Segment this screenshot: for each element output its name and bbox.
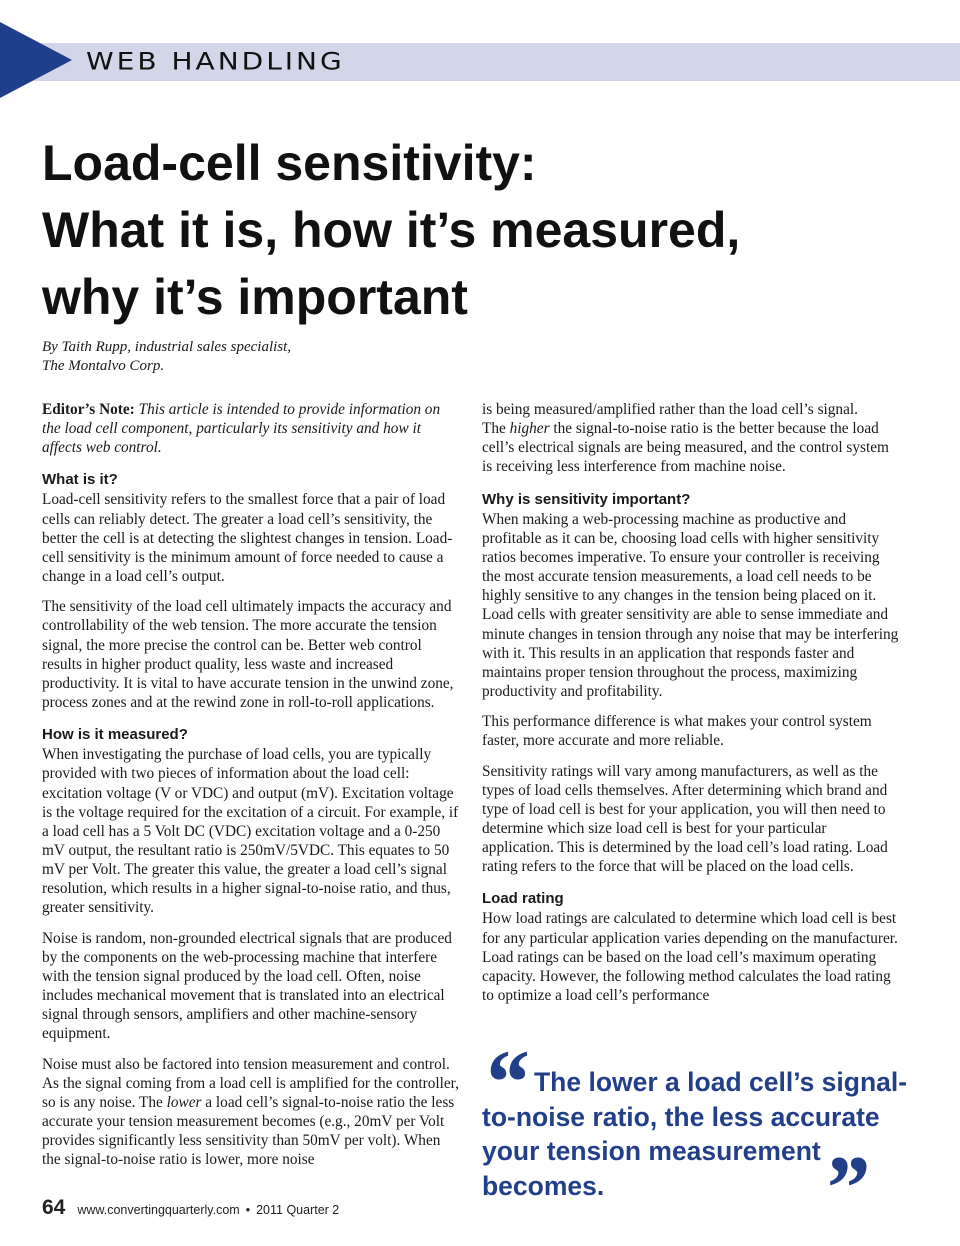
higher-text-a: The bbox=[482, 420, 510, 438]
noise-text-b: a load cell’s signal-to-noise ratio the less accurate your tension measurement becomes (e.g., 20mV per Volt provides significantly less sensitivity than 50mV per volt). When the signal-to-noise ratio is lower, more noise bbox=[42, 1093, 455, 1169]
heading-how-measured: How is it measured? bbox=[42, 726, 188, 744]
title-line-2: What it is, how it’s measured, bbox=[42, 202, 741, 258]
higher-text-emphasis: higher bbox=[509, 420, 550, 438]
heading-what-is-it: What is it? bbox=[42, 471, 118, 489]
footer-separator: • bbox=[245, 1203, 251, 1217]
paragraph-sensitivity-ratings: Sensitivity ratings will vary among manufacturers, as well as the types of load cells themselves. After determining which brand and type of load cell is best for your application, you will then need to determine which size load cell is best for your particular application. This is determined by the load cell’s load rating. Load rating refers to the force that will be placed on the load cells. bbox=[482, 762, 888, 876]
open-quote-icon: “ bbox=[482, 1031, 528, 1133]
editor-note-text: This article is intended to provide information on the load cell component, particularly its sensitivity and how it affects web control. bbox=[42, 401, 441, 457]
noise-text-emphasis: lower bbox=[166, 1093, 202, 1111]
footer-website: www.convertingquarterly.com bbox=[77, 1203, 240, 1217]
paragraph-performance: This performance difference is what makes your control system faster, more accurate and more reliable. bbox=[482, 713, 872, 750]
footer-issue: 2011 Quarter 2 bbox=[256, 1203, 340, 1217]
article-title bbox=[42, 130, 922, 331]
paragraph-sensitivity-impact: The sensitivity of the load cell ultimately impacts the accuracy and controllability of the web tension. The more accurate the tension signal, the more precise the control can be. Better web control results in higher product quality, less waste and increased productivity. It is vital to have accurate tension in the unwind zone, process zones and at the rewind zone in roll-to-roll applications. bbox=[42, 598, 454, 712]
right-column bbox=[482, 400, 902, 1016]
editor-note bbox=[42, 400, 462, 457]
paragraph-higher-ratio bbox=[482, 419, 902, 476]
paragraph-noise-definition: Noise is random, non-grounded electrical signals that are produced by the components on the web-processing machine that interfere with the tension signal produced by the load cell. Often, noise includes mechanical movement that is translated into an electrical signal through sensors, amplifiers and other machine-sensory equipment. bbox=[42, 929, 452, 1043]
paragraph-how-measured: When investigating the purchase of load cells, you are typically provided with two pieces of information about the load cell: excitation voltage (V or VDC) and output (mV). Excitation voltage is the voltage required for the excitation of a circuit. For example, if a load cell has a 5 Volt DC (VDC) excitation voltage and a 0-250 mV output, the resultant ratio is 250mV/5VDC. This equates to 50 mV per Volt. The greater this value, the greater a load cell’s signal resolution, which results in a higher signal-to-noise ratio, and thus, greater sensitivity. bbox=[42, 746, 459, 917]
close-quote-icon: ” bbox=[822, 1137, 868, 1239]
editor-note-label: Editor’s Note: bbox=[42, 401, 135, 418]
pull-quote bbox=[482, 1031, 922, 1239]
byline bbox=[42, 338, 462, 376]
title-line-3: why it’s important bbox=[42, 269, 468, 325]
byline-company: The Montalvo Corp. bbox=[42, 358, 165, 374]
paragraph-load-rating: How load ratings are calculated to determine which load cell is best for any particular application varies depending on the manufacturer. Load ratings can be based on the load cell’s maximum operating capacity. However, the following method calculates the load rating to optimize a load cell’s performance bbox=[482, 910, 898, 1005]
page-number: 64 bbox=[42, 1196, 66, 1219]
higher-text-b: the signal-to-noise ratio is the better because the load cell’s electrical signals are being measured, and the control system is receiving less interference from machine noise. bbox=[482, 420, 889, 476]
pull-quote-text: The lower a load cell’s signal-to-noise ratio, the less accurate your tension measurement becomes. bbox=[482, 1067, 908, 1201]
paragraph-continued: is being measured/amplified rather than the load cell’s signal. bbox=[482, 401, 858, 418]
page-footer bbox=[42, 1196, 339, 1226]
section-header-triangle-icon bbox=[0, 22, 72, 98]
heading-load-rating: Load rating bbox=[482, 890, 564, 908]
paragraph-what-is-it: Load-cell sensitivity refers to the smallest force that a pair of load cells can reliably detect. The greater a load cell’s sensitivity, the better the cell is at detecting the slightest changes in tension. Load-cell sensitivity is the minimum amount of force needed to cause a change in a load cell’s output. bbox=[42, 491, 453, 586]
title-line-1: Load-cell sensitivity: bbox=[42, 135, 537, 191]
byline-author: By Taith Rupp, industrial sales specialist, bbox=[42, 339, 292, 355]
paragraph-noise-factored bbox=[42, 1055, 462, 1170]
left-column bbox=[42, 400, 462, 1180]
noise-text-a: Noise must also be factored into tension measurement and control. As the signal coming from a load cell is amplified for the controller, so is any noise. The bbox=[42, 1055, 459, 1111]
section-label: WEB HANDLING bbox=[86, 47, 345, 76]
paragraph-why-important: When making a web-processing machine as productive and profitable as it can be, choosing load cells with higher sensitivity ratios becomes imperative. To ensure your controller is receiving the most accurate tension measurements, a load cell needs to be highly sensitive to any changes in the tension being placed on it. Load cells with greater sensitivity are able to sense immediate and minute changes in tension through any noise that may be interfering with it. This results in an application that responds faster and maintains proper tension throughout the process, maximizing productivity and profitability. bbox=[482, 510, 899, 701]
heading-why-important: Why is sensitivity important? bbox=[482, 490, 691, 508]
